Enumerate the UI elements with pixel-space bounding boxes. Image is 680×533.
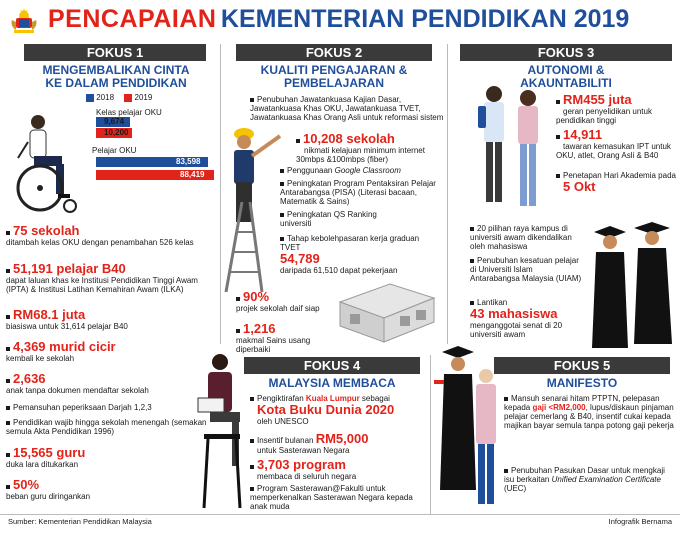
f2-intro: Penubuhan Jawatankuasa Kajian Dasar, Jawatankuasa Khas OKU, Jawatankuasa TVET, Jawatankuasa Khas Orang Asli untuk reformasi sistem bbox=[250, 95, 444, 122]
title-part-a: PENCAPAIAN bbox=[48, 5, 217, 33]
kelas-oku-label: Kelas pelajar OKU bbox=[96, 108, 162, 117]
students-illustration bbox=[468, 80, 554, 222]
fokus4-label: FOKUS 4 bbox=[244, 357, 420, 374]
reader-illustration bbox=[190, 348, 246, 512]
graduates-illustration bbox=[584, 218, 676, 358]
f4-kl: Pengiktirafan Kuala Lumpur sebagai Kota Buku Dunia 2020 oleh UNESCO bbox=[250, 394, 426, 426]
f4-fakulti: Program Sasterawan@Fakulti untuk memperkenalkan Sasterawan Negara kepada anak muda bbox=[250, 484, 413, 511]
page-title bbox=[48, 5, 629, 34]
graduate-couple-illustration bbox=[432, 340, 502, 512]
fokus1-title: MENGEMBALIKAN CINTA KE DALAM PENDIDIKAN bbox=[42, 63, 190, 90]
f1-item-3: 4,369 murid cicir kembali ke sekolah bbox=[6, 339, 116, 363]
kelas-2019-value: 10,200 bbox=[104, 128, 129, 137]
f1-item-4: 2,636 anak tanpa dokumen mendaftar sekolah bbox=[6, 371, 149, 395]
f5-mansuh: Mansuh senarai hitam PTPTN, pelepasan kepada gaji <RM2,000, lupus/diskaun pinjaman pelajar cemerlang & B40, insentif cukai kepada majikan bayar semula tanpa potong gaji pekerja bbox=[504, 394, 674, 430]
fokus5-title: MANIFESTO bbox=[546, 376, 618, 390]
footer-credit: Infografik Bernama bbox=[608, 517, 672, 526]
fokus3-label: FOKUS 3 bbox=[460, 44, 672, 61]
f2-daif: 90% projek sekolah daif siap bbox=[236, 289, 320, 313]
f1-item-7: 15,565 guru duka lara ditukarkan bbox=[6, 445, 86, 469]
f1-item-0: 75 sekolah ditambah kelas OKU dengan penambahan 526 kelas bbox=[6, 223, 194, 247]
f3-tawaran: 14,911 tawaran kemasukan IPT untuk OKU, atlet, Orang Asli & B40 bbox=[556, 127, 671, 160]
f2-qs: Peningkatan QS Ranking universiti bbox=[280, 210, 377, 228]
fokus5-label: FOKUS 5 bbox=[494, 357, 670, 374]
f2-pisa: Peningkatan Program Pentaksiran Pelajar Antarabangsa (PISA) (Literasi bacaan, Matematik & Sains) bbox=[280, 179, 436, 206]
f2-google: Penggunaan Google Classroom bbox=[280, 166, 442, 175]
f4-insentif: Insentif bulanan RM5,000 untuk Sasterawan Negara bbox=[250, 432, 426, 455]
f2-tvet: Tahap kebolehpasaran kerja graduan TVET 54,789 daripada 61,510 dapat pekerjaan bbox=[280, 234, 420, 275]
f3-geran: RM455 juta geran penyelidikan untuk pendidikan tinggi bbox=[556, 92, 652, 125]
f2-makmal: 1,216 makmal Sains usang diperbaiki bbox=[236, 321, 311, 354]
footer-source: Sumber: Kementerian Pendidikan Malaysia bbox=[8, 517, 152, 526]
building-illustration bbox=[330, 262, 440, 344]
malaysia-crest-icon bbox=[8, 4, 40, 36]
worker-ladder-illustration bbox=[222, 122, 282, 292]
fokus2-label: FOKUS 2 bbox=[236, 44, 432, 61]
pelajar-2019-value: 88,419 bbox=[180, 170, 205, 179]
title-part-b: KEMENTERIAN PENDIDIKAN 2019 bbox=[220, 5, 630, 33]
f1-item-2: RM68.1 juta biasiswa untuk 31,614 pelajar B40 bbox=[6, 307, 128, 331]
f1-item-6: Pendidikan wajib hingga sekolah menengah (semakan semula Akta Pendidikan 1996) bbox=[6, 418, 207, 436]
f3-hari: Penetapan Hari Akademia pada 5 Okt bbox=[556, 171, 676, 194]
fokus3-title: AUTONOMI & AKAUNTABILITI bbox=[520, 63, 612, 90]
pelajar-2018-value: 83,598 bbox=[176, 157, 201, 166]
f3-pilihan: 20 pilihan raya kampus di universiti awam dikendalikan oleh mahasiswa bbox=[470, 224, 572, 251]
f5-uec: Penubuhan Pasukan Dasar untuk mengkaji isu berkaitan Unified Examination Certificate (UEC) bbox=[504, 466, 665, 493]
f2-sekolah: 10,208 sekolah nikmati kelajuan minimum internet 30mbps &100mbps (fiber) bbox=[296, 131, 425, 164]
f1-item-1: 51,191 pelajar B40 dapat laluan khas ke Institusi Pendidikan Tinggi Awam (IPTA) & Institusi Latihan Kemahiran Awam (ILKA) bbox=[6, 261, 198, 294]
fokus1-label: FOKUS 1 bbox=[24, 44, 206, 61]
kelas-2018-value: 9,674 bbox=[104, 117, 125, 126]
fokus2-title: KUALITI PENGAJARAN & PEMBELAJARAN bbox=[260, 63, 408, 90]
f1-item-5: Pemansuhan peperiksaan Darjah 1,2,3 bbox=[6, 403, 216, 412]
f3-kesatuan: Penubuhan kesatuan pelajar di Universiti Islam Antarabangsa Malaysia (UIAM) bbox=[470, 256, 582, 283]
fokus4-title: MALAYSIA MEMBACA bbox=[268, 376, 396, 390]
f1-item-8: 50% beban guru diringankan bbox=[6, 477, 91, 501]
f4-program: 3,703 program membaca di seluruh negara bbox=[250, 458, 426, 481]
fokus1-legend: 2018 2019 bbox=[86, 93, 152, 102]
pelajar-oku-label: Pelajar OKU bbox=[92, 146, 137, 155]
f3-lantikan: Lantikan 43 mahasiswa menganggotai senat di 20 universiti awam bbox=[470, 298, 563, 339]
wheelchair-illustration bbox=[8, 112, 94, 216]
